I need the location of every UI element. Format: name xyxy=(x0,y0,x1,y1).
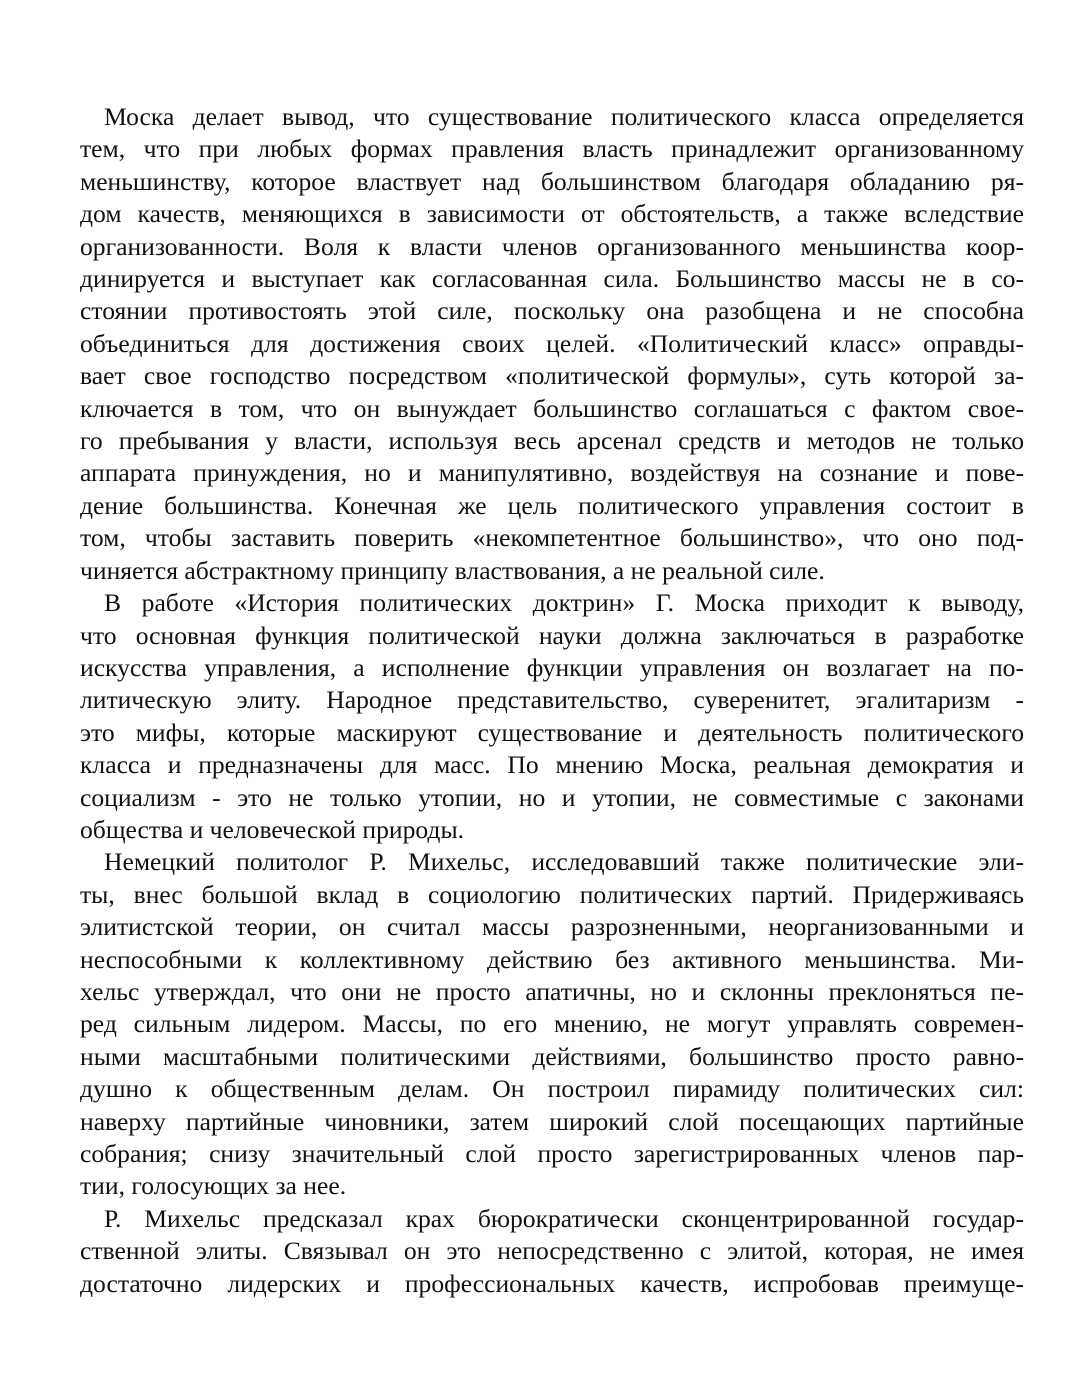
text-line: аппарата принуждения, но и манипулятивно, воздействуя на сознание и пове- xyxy=(80,458,1024,488)
text-line: Р. Михельс предсказал крах бюрократически сконцентрированной государ- xyxy=(104,1203,1024,1233)
text-line: хельс утверждал, что они не просто апатичны, но и склонны преклоняться пе- xyxy=(80,976,1024,1006)
paragraph-3 xyxy=(80,846,1024,1202)
text-line: наверху партийные чиновники, затем широкий слой посещающих партийные xyxy=(80,1106,1024,1136)
text-line: организованности. Воля к власти членов организованного меньшинства коор- xyxy=(80,231,1024,261)
text-line: ственной элиты. Связывал он это непосредственно с элитой, которая, не имея xyxy=(80,1236,1024,1266)
text-line: ными масштабными политическими действиями, большинство просто равно- xyxy=(80,1041,1024,1071)
document-page xyxy=(80,101,1024,1300)
text-line: это мифы, которые маскируют существование и деятельность политического xyxy=(80,717,1024,747)
paragraph-2 xyxy=(80,587,1024,846)
text-line: душно к общественным делам. Он построил пирамиду политических сил: xyxy=(80,1074,1024,1104)
paragraph-4 xyxy=(80,1203,1024,1300)
text-line: ключается в том, что он вынуждает большинство соглашаться с фактом свое- xyxy=(80,393,1024,423)
text-line: дение большинства. Конечная же цель политического управления состоит в xyxy=(80,490,1024,520)
text-line: литическую элиту. Народное представительство, суверенитет, эгалитаризм - xyxy=(80,685,1024,715)
text-line: динируется и выступает как согласованная сила. Большинство массы не в со- xyxy=(80,264,1024,294)
text-line: дом качеств, меняющихся в зависимости от обстоятельств, а также вследствие xyxy=(80,199,1024,229)
text-line: стоянии противостоять этой силе, поскольку она разобщена и не способна xyxy=(80,296,1024,326)
text-line: меньшинству, которое властвует над большинством благодаря обладанию ря- xyxy=(80,166,1024,196)
text-line: вает свое господство посредством «политической формулы», суть которой за- xyxy=(80,361,1024,391)
text-line: достаточно лидерских и профессиональных качеств, испробовав преимуще- xyxy=(80,1268,1024,1298)
text-line: ред сильным лидером. Массы, по его мнению, не могут управлять современ- xyxy=(80,1009,1024,1039)
text-line: тии, голосующих за нее. xyxy=(80,1171,347,1201)
text-line: что основная функция политической науки должна заключаться в разработке xyxy=(80,620,1024,650)
text-line: го пребывания у власти, используя весь арсенал средств и методов не только xyxy=(80,426,1024,456)
text-line: тем, что при любых формах правления власть принадлежит организованному xyxy=(80,134,1024,164)
text-line: чиняется абстрактному принципу властвования, а не реальной силе. xyxy=(80,555,825,585)
text-line: том, чтобы заставить поверить «некомпетентное большинство», что оно под- xyxy=(80,523,1024,553)
text-line: неспособными к коллективному действию без активного меньшинства. Ми- xyxy=(80,944,1024,974)
text-line: искусства управления, а исполнение функции управления он возлагает на по- xyxy=(80,652,1024,682)
text-line: собрания; снизу значительный слой просто зарегистрированных членов пар- xyxy=(80,1139,1024,1168)
text-line: объединиться для достижения своих целей. «Политический класс» оправды- xyxy=(80,328,1024,358)
text-line: социализм - это не только утопии, но и утопии, не совместимые с законами xyxy=(80,782,1024,812)
text-line: Моска делает вывод, что существование политического класса определяется xyxy=(104,102,1024,131)
paragraph-1 xyxy=(80,101,1024,587)
text-line: ты, внес большой вклад в социологию политических партий. Придерживаясь xyxy=(80,879,1024,909)
text-line: Немецкий политолог Р. Михельс, исследовавший также политические эли- xyxy=(104,847,1024,877)
text-line: В работе «История политических доктрин» Г. Моска приходит к выводу, xyxy=(104,588,1024,618)
text-line: общества и человеческой природы. xyxy=(80,814,465,844)
text-line: элитистской теории, он считал массы разрозненными, неорганизованными и xyxy=(80,912,1024,942)
text-line: класса и предназначены для масс. По мнению Моска, реальная демократия и xyxy=(80,750,1024,780)
